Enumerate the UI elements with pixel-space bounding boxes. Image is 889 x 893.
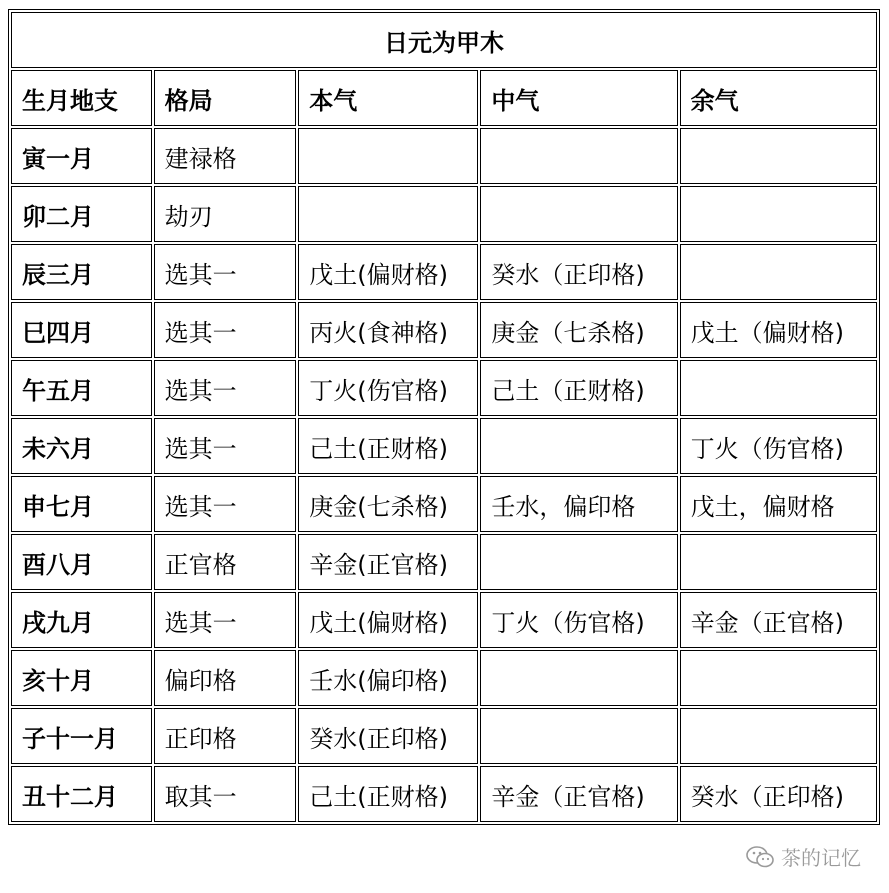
month-cell: 丑十二月 — [11, 766, 152, 822]
residual-qi-cell: 戊土（偏财格) — [680, 302, 877, 358]
month-cell: 酉八月 — [11, 534, 152, 590]
table-row — [11, 302, 877, 358]
month-cell: 申七月 — [11, 476, 152, 532]
wechat-icon — [745, 845, 775, 869]
watermark — [745, 842, 861, 871]
header-middle-qi: 中气 — [480, 70, 677, 126]
month-cell: 子十一月 — [11, 708, 152, 764]
pattern-table — [8, 9, 880, 825]
main-qi-cell: 丙火(食神格) — [298, 302, 478, 358]
main-qi-cell: 戊土(偏财格) — [298, 244, 478, 300]
month-cell: 午五月 — [11, 360, 152, 416]
residual-qi-cell — [680, 186, 877, 242]
month-cell: 卯二月 — [11, 186, 152, 242]
pattern-cell: 建禄格 — [154, 128, 297, 184]
month-cell: 亥十月 — [11, 650, 152, 706]
middle-qi-cell: 己土（正财格) — [480, 360, 677, 416]
pattern-cell: 选其一 — [154, 476, 297, 532]
pattern-cell: 选其一 — [154, 360, 297, 416]
pattern-cell: 选其一 — [154, 592, 297, 648]
middle-qi-cell — [480, 534, 677, 590]
pattern-cell: 选其一 — [154, 302, 297, 358]
pattern-cell: 取其一 — [154, 766, 297, 822]
pattern-cell: 正官格 — [154, 534, 297, 590]
residual-qi-cell: 戊土，偏财格 — [680, 476, 877, 532]
residual-qi-cell — [680, 360, 877, 416]
middle-qi-cell: 庚金（七杀格) — [480, 302, 677, 358]
table-row — [11, 186, 877, 242]
table-row — [11, 708, 877, 764]
month-cell: 未六月 — [11, 418, 152, 474]
middle-qi-cell — [480, 708, 677, 764]
main-qi-cell: 庚金(七杀格) — [298, 476, 478, 532]
table-row — [11, 244, 877, 300]
middle-qi-cell: 辛金（正官格) — [480, 766, 677, 822]
table-row — [11, 592, 877, 648]
residual-qi-cell: 丁火（伤官格) — [680, 418, 877, 474]
main-qi-cell: 辛金(正官格) — [298, 534, 478, 590]
middle-qi-cell — [480, 186, 677, 242]
header-row — [11, 70, 877, 126]
main-qi-cell — [298, 128, 478, 184]
header-pattern: 格局 — [154, 70, 297, 126]
pattern-cell: 选其一 — [154, 418, 297, 474]
month-cell: 巳四月 — [11, 302, 152, 358]
pattern-cell: 选其一 — [154, 244, 297, 300]
residual-qi-cell — [680, 244, 877, 300]
month-cell: 辰三月 — [11, 244, 152, 300]
month-cell: 寅一月 — [11, 128, 152, 184]
middle-qi-cell: 癸水（正印格) — [480, 244, 677, 300]
main-qi-cell: 丁火(伤官格) — [298, 360, 478, 416]
residual-qi-cell — [680, 128, 877, 184]
main-qi-cell: 己土(正财格) — [298, 418, 478, 474]
main-qi-cell: 戊土(偏财格) — [298, 592, 478, 648]
residual-qi-cell: 辛金（正官格) — [680, 592, 877, 648]
watermark-text: 茶的记忆 — [781, 846, 861, 870]
residual-qi-cell — [680, 534, 877, 590]
table-row — [11, 418, 877, 474]
pattern-cell: 劫刃 — [154, 186, 297, 242]
residual-qi-cell — [680, 708, 877, 764]
header-main-qi: 本气 — [298, 70, 478, 126]
header-residual-qi: 余气 — [680, 70, 877, 126]
residual-qi-cell: 癸水（正印格) — [680, 766, 877, 822]
middle-qi-cell — [480, 650, 677, 706]
title-row — [11, 12, 877, 68]
main-qi-cell — [298, 186, 478, 242]
pattern-cell: 偏印格 — [154, 650, 297, 706]
middle-qi-cell — [480, 128, 677, 184]
table-row — [11, 128, 877, 184]
table-row — [11, 476, 877, 532]
residual-qi-cell — [680, 650, 877, 706]
middle-qi-cell: 丁火（伤官格) — [480, 592, 677, 648]
pattern-cell: 正印格 — [154, 708, 297, 764]
table-title: 日元为甲木 — [11, 12, 877, 68]
middle-qi-cell: 壬水，偏印格 — [480, 476, 677, 532]
main-qi-cell: 癸水(正印格) — [298, 708, 478, 764]
middle-qi-cell — [480, 418, 677, 474]
table-row — [11, 766, 877, 822]
main-qi-cell: 己土(正财格) — [298, 766, 478, 822]
header-month: 生月地支 — [11, 70, 152, 126]
main-qi-cell: 壬水(偏印格) — [298, 650, 478, 706]
table-row — [11, 360, 877, 416]
table-row — [11, 534, 877, 590]
table-row — [11, 650, 877, 706]
month-cell: 戌九月 — [11, 592, 152, 648]
